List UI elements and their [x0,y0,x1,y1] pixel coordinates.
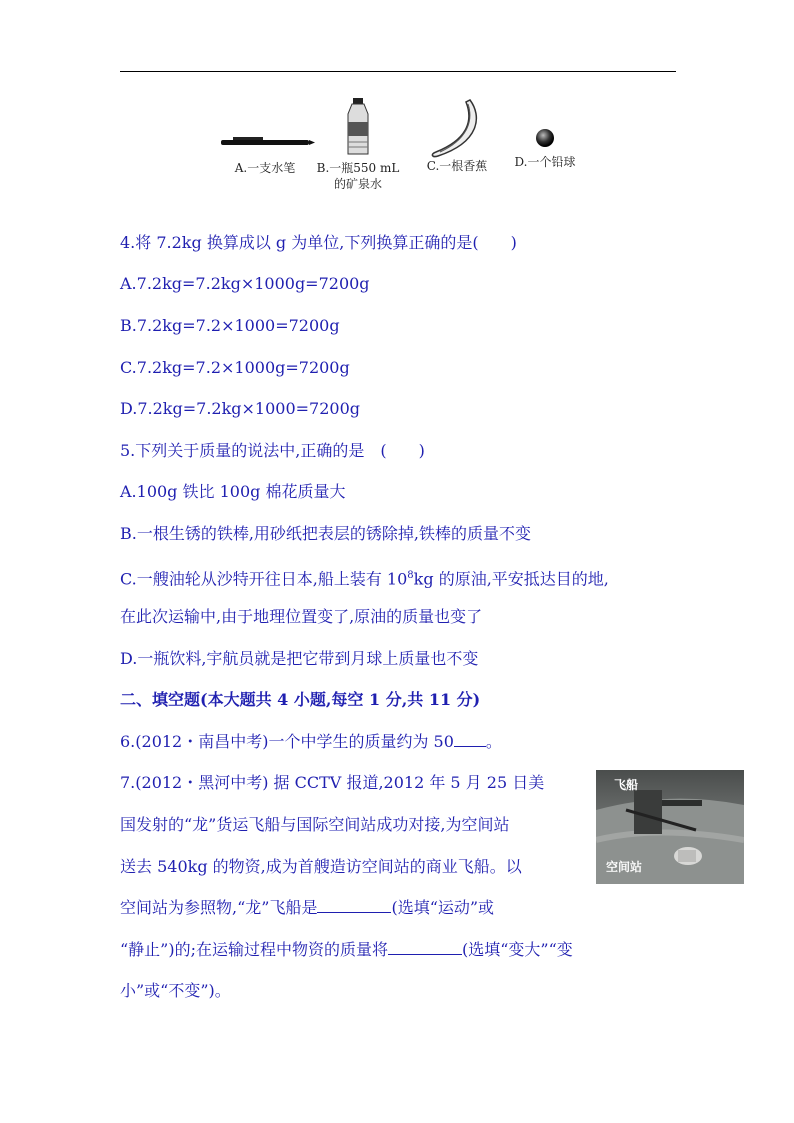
question-7-line-5 [120,940,573,960]
figure-shotput [500,96,590,170]
answer-blank[interactable] [454,732,486,747]
banana-image [422,96,492,162]
option-c-text-end: kg 的原油,平安抵达目的地, [413,569,609,589]
answer-blank-1[interactable] [317,898,391,913]
figure-bottle [308,96,408,192]
photo-label-spacecraft: 飞船 [614,778,639,792]
question-7-line-4 [120,898,494,918]
figure-caption-line2: 的矿泉水 [333,177,382,191]
question-7-line-2: 国发射的“龙”货运飞船与国际空间站成功对接,为空间站 [120,815,510,834]
figure-caption: A.一支水笔 [234,161,296,175]
question-5-option-b: B.一根生锈的铁棒,用砂纸把表层的锈除掉,铁棒的质量不变 [120,524,532,543]
option-c-text: C.一艘油轮从沙特开往日本,船上装有 10 [120,569,408,589]
question-7-line-3: 送去 540kg 的物资,成为首艘造访空间站的商业飞船。以 [120,857,522,876]
question-5-option-d: D.一瓶饮料,宇航员就是把它带到月球上质量也不变 [120,649,479,668]
water-bottle-image [338,96,378,156]
question-7-line-6: 小”或“不变”)。 [120,981,231,1000]
figure-pen [210,96,320,176]
question-4-option-a: A.7.2kg=7.2kg×1000g=7200g [120,274,370,293]
question-7-text-after: (选填“运动”或 [391,898,495,917]
pen-image [215,96,315,156]
figure-caption: D.一个铅球 [514,155,576,169]
question-5-option-a: A.100g 铁比 100g 棉花质量大 [120,482,346,501]
figure-caption: C.一根香蕉 [426,159,488,173]
figure-banana [412,96,502,174]
question-5-stem: 5.下列关于质量的说法中,正确的是 ( ) [120,441,425,460]
space-station-photo [596,770,744,884]
figure-row [200,96,620,206]
question-7-text-after: (选填“变大”“变 [462,940,573,959]
question-6-text: 6.(2012・南昌中考)一个中学生的质量约为 50 [120,732,454,751]
figure-caption: B.一瓶550 mL [316,161,400,175]
question-5-option-c [120,566,609,589]
photo-label-station: 空间站 [606,860,643,874]
answer-blank-2[interactable] [388,940,462,955]
shot-put-image [525,96,565,156]
question-7-line-1: 7.(2012・黑河中考) 据 CCTV 报道,2012 年 5 月 25 日美 [120,773,545,792]
section-2-title: 二、填空题(本大题共 4 小题,每空 1 分,共 11 分) [120,690,481,709]
question-4-option-d: D.7.2kg=7.2kg×1000=7200g [120,399,361,418]
question-4-option-b: B.7.2kg=7.2×1000=7200g [120,316,340,335]
question-6-end: 。 [485,732,502,751]
question-4-option-c: C.7.2kg=7.2×1000g=7200g [120,358,350,377]
header-rule [120,71,676,72]
question-6 [120,732,502,752]
question-7-text: “静止”)的;在运输过程中物资的质量将 [120,940,388,959]
question-7-text: 空间站为参照物,“龙”飞船是 [120,898,318,917]
question-4-stem: 4.将 7.2kg 换算成以 g 为单位,下列换算正确的是( ) [120,233,517,252]
question-5-option-c-cont: 在此次运输中,由于地理位置变了,原油的质量也变了 [120,607,483,626]
exponent: 8 [407,570,414,581]
